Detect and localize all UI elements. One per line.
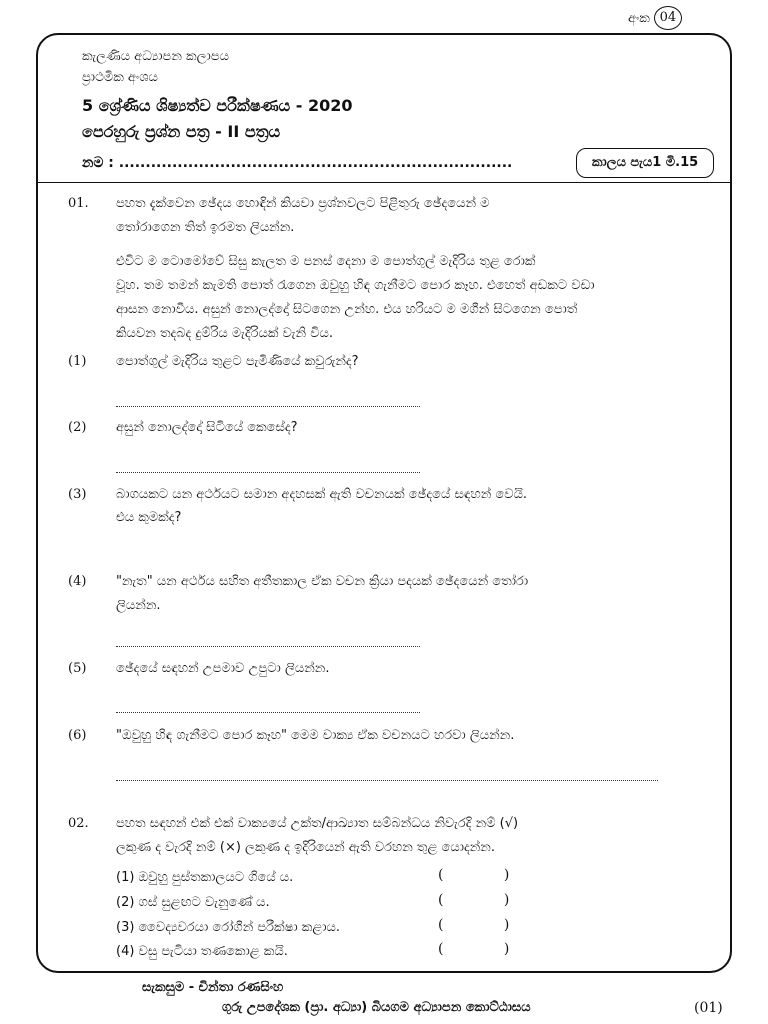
page-number: (01) xyxy=(694,1000,723,1016)
q1-sub-question: පොත්ගුල් මැදිරිය තුළට පැමිණියේ කවුරුන්ද? xyxy=(116,354,359,369)
name-field: නම : .......................................................................... xyxy=(82,155,513,171)
answer-line[interactable] xyxy=(116,712,420,713)
q1-instruction-line-2: තෝරාගෙන තිත් ඉරමත ලියන්න. xyxy=(116,220,295,235)
q2-item: (1) ඔවුහු පුස්තකාලයට ගියේ ය. xyxy=(116,870,294,885)
q2-instruction-line-1: පහත සඳහන් එක් එක් වාක්‍යයේ උක්ත/ආඛ්‍යාත සම්බන්ධය නිවැරදි නම් (√) xyxy=(116,816,519,831)
passage-line: වූහ. තම තමන් කැමති පොත් රැගෙන ඔවුහු හිඳ ගැනීමට පොර කෑහ. එහෙත් අඩකට වඩා xyxy=(116,278,595,293)
q1-sub-question: බාගයකට යන අර්ථයට සමාන අදහසක් ඇති වචනයක් ඡේදයේ සඳහන් වෙයි. xyxy=(116,487,528,502)
q1-sub-number: (4) xyxy=(68,574,87,589)
answer-line[interactable] xyxy=(116,646,420,647)
prepared-by: සැකසුම - චින්තා රණසිංහ xyxy=(142,980,284,995)
q1-sub-question: "නැත" යන අර්ථය සහිත අතීතකාල ඒක වචන ක්‍රියා පදයක් ඡේදයෙන් තෝරා xyxy=(116,574,529,589)
q1-sub-number: (2) xyxy=(68,420,87,435)
exam-title: 5 ශ්‍රේණිය ශිෂ්‍යත්ව පරීක්ෂණය - 2020 xyxy=(82,96,353,115)
answer-bracket[interactable]: ( ) xyxy=(438,941,538,957)
q1-sub-question-cont: එය කුමක්ද? xyxy=(116,510,182,525)
q1-passage xyxy=(116,250,696,346)
q1-sub-number: (1) xyxy=(68,354,87,369)
answer-line[interactable] xyxy=(116,406,420,407)
header-divider xyxy=(36,182,732,183)
page-tag-label: අංක xyxy=(628,10,650,26)
q2-instruction-line-2: ලකුණ ද වැරදි නම් (×) ලකුණ ද ඉදිරියෙන් ඇති වරහන තුළ යොදන්න. xyxy=(116,840,495,855)
passage-line: කියවන තදබද දුම්රිය මැදිරියක් වැනි විය. xyxy=(116,326,334,341)
answer-bracket[interactable]: ( ) xyxy=(438,867,538,883)
q2-item: (4) වසු පැටියා තණකොළ කයි. xyxy=(116,944,288,959)
passage-line: එවිට ම ටොමෝවේ සිසු කැලත ම පනස් දෙනා ම පොත්ගුල් මැදිරිය තුළ රොක් xyxy=(116,254,536,269)
passage-line: ආසන නොවීය. අසුන් නොලද්දෝ සිටගෙන උන්හ. එය හරියට ම මගීන් සිටගෙන පොත් xyxy=(116,302,578,317)
education-zone: කැලණිය අධ්‍යාපන කලාපය xyxy=(82,49,229,64)
q1-sub-number: (3) xyxy=(68,487,87,502)
answer-bracket[interactable]: ( ) xyxy=(438,917,538,933)
author-designation: ගුරු උපදේශක (ප්‍රා. අධ්‍යා) බියගම අධ්‍යාපන කොට්ඨාසය xyxy=(222,1000,531,1015)
page-tag-number: 04 xyxy=(654,6,682,30)
page-tag xyxy=(628,6,682,30)
q2-number: 02. xyxy=(68,816,89,831)
paper-title: පෙරහුරු ප්‍රශ්න පත්‍ර - II පත්‍රය xyxy=(82,122,281,141)
time-allowed-box: කාලය පැය1 මි.15 xyxy=(576,148,714,178)
q2-item: (3) වෛද්‍යවරයා රෝගීන් පරීක්ෂා කළාය. xyxy=(116,920,341,935)
q1-sub-question: අසුන් නොලද්දෝ සිටියේ කෙසේද? xyxy=(116,420,298,435)
q1-sub-number: (5) xyxy=(68,661,87,676)
q1-instruction-line-1: පහත දැක්වෙන ඡේදය හොඳින් කියවා ප්‍රශ්නවලට පිළිතුරු ඡේදයෙන් ම xyxy=(116,196,490,211)
section-label: ප්‍රාථමික අංශය xyxy=(82,70,158,85)
q2-item: (2) ගස් සුළඟට වැනුණේ ය. xyxy=(116,895,270,910)
answer-line[interactable] xyxy=(116,472,420,473)
q1-sub-number: (6) xyxy=(68,728,87,743)
q1-sub-question-cont: ලියන්න. xyxy=(116,598,161,613)
answer-line[interactable] xyxy=(116,780,658,781)
answer-bracket[interactable]: ( ) xyxy=(438,892,538,908)
q1-sub-question: ඡේදයේ සඳහන් උපමාව උපුටා ලියන්න. xyxy=(116,661,330,676)
q1-number: 01. xyxy=(68,196,89,211)
q1-sub-question: "ඔවුහු හිඳ ගැනීමට පොර කෑහ" මෙම වාක්‍ය ඒක වචනයට හරවා ලියන්න. xyxy=(116,728,515,743)
